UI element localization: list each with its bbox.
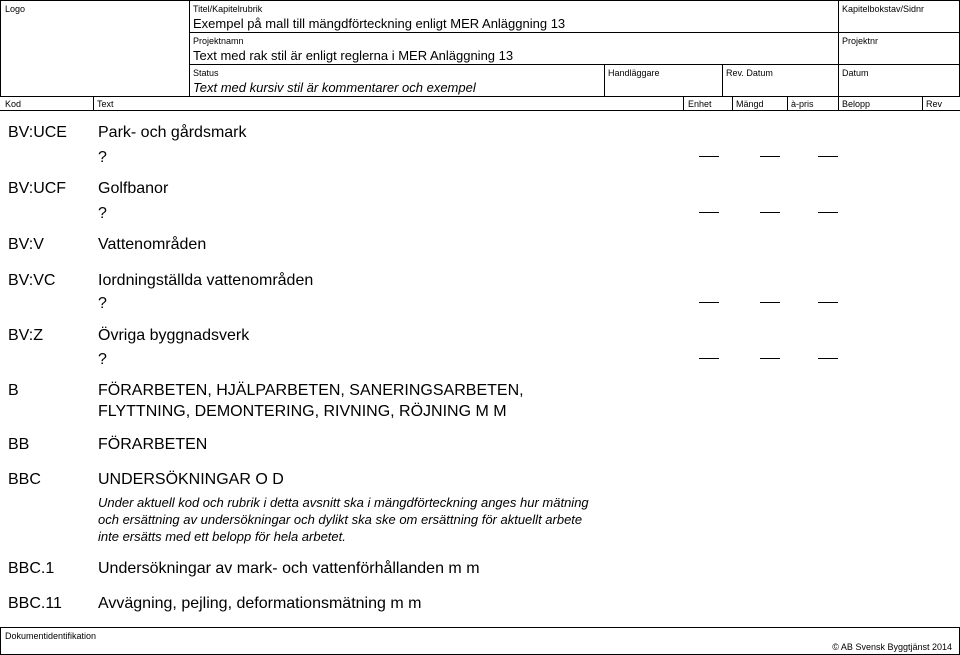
enhet-blank [699,212,719,213]
row-title: UNDERSÖKNINGAR O D [98,471,284,488]
document-identification-label: Dokumentidentifikation [5,631,97,641]
quantity-placeholder: ? [98,295,107,312]
row-code: BV:VC [8,272,56,289]
handler-label: Handläggare [608,68,660,78]
apris-blank [818,156,838,157]
rev-date-label: Rev. Datum [726,68,773,78]
col-header-text: Text [97,99,114,109]
column-header-bottom [0,110,960,111]
mangd-blank [760,212,780,213]
logo-placeholder: Logo [5,4,26,14]
row-code: BV:UCF [8,180,67,197]
header-border-top [0,0,960,1]
col-header-mangd: Mängd [736,99,764,109]
row-code: BV:Z [8,327,43,344]
date-label: Datum [842,68,869,78]
row-title: Avvägning, pejling, deformationsmätning m m [98,595,422,612]
apris-blank [818,302,838,303]
status-text: Text med kursiv stil är kommentarer och exempel [193,80,476,95]
col-divider-enhet [683,97,684,111]
row-code: BBC.1 [8,560,55,577]
comment-line-3: inte ersätts med ett belopp för hela arbetet. [98,529,346,544]
row-code: B [8,382,19,399]
enhet-blank [699,302,719,303]
mangd-blank [760,358,780,359]
logo-divider [189,0,190,97]
enhet-blank [699,358,719,359]
comment-line-2: och ersättning av undersökningar och dylikt ska ske om ersättning för aktuellt arbete [98,512,583,527]
header-border-left [0,0,1,97]
chapter-label: Kapitelbokstav/Sidnr [842,4,925,14]
row-title: Park- och gårdsmark [98,124,247,141]
row-code: BB [8,436,30,453]
quantity-placeholder: ? [98,205,107,222]
mangd-blank [760,302,780,303]
row-code: BBC.11 [8,595,62,612]
col-header-enhet: Enhet [688,99,712,109]
col-divider-mangd [732,97,733,111]
comment-line-1: Under aktuell kod och rubrik i detta avsnitt ska i mängdförteckning anges hur mätning [98,495,589,510]
row-title: Övriga byggnadsverk [98,327,250,344]
mangd-blank [760,156,780,157]
quantity-placeholder: ? [98,149,107,166]
row-title: Vattenområden [98,236,207,253]
quantity-placeholder: ? [98,351,107,368]
header-row-divider-1 [189,32,960,33]
apris-blank [818,212,838,213]
project-name: Text med rak stil är enligt reglerna i MER Anläggning 13 [193,48,514,63]
handler-divider [604,64,605,97]
project-name-label: Projektnamn [193,36,244,46]
row-code: BBC [8,471,41,488]
header-row-divider-2 [189,64,960,65]
col-divider-belopp [838,97,839,111]
col-header-kod: Kod [5,99,22,109]
enhet-blank [699,156,719,157]
col-divider-apris [787,97,788,111]
col-divider-rev [922,97,923,111]
status-label: Status [193,68,219,78]
project-nr-label: Projektnr [842,36,879,46]
revdate-divider [722,64,723,97]
col-header-belopp: Belopp [842,99,871,109]
footer-border-top [0,627,960,628]
document-title: Exempel på mall till mängdförteckning enligt MER Anläggning 13 [193,16,566,31]
apris-blank [818,358,838,359]
row-title: Golfbanor [98,180,169,197]
footer-border-left [0,627,1,655]
title-label: Titel/Kapitelrubrik [193,4,263,14]
row-title: Iordningställda vattenområden [98,272,314,289]
row-code: BV:V [8,236,44,253]
row-title-line-2: FLYTTNING, DEMONTERING, RIVNING, RÖJNING M M [98,403,507,420]
right-column-divider [838,0,839,97]
copyright-notice: © AB Svensk Byggtjänst 2014 [832,642,952,652]
row-title-line-1: FÖRARBETEN, HJÄLPARBETEN, SANERINGSARBETEN, [98,382,524,399]
row-title: Undersökningar av mark- och vattenförhållanden m m [98,560,480,577]
col-header-apris: à-pris [791,99,814,109]
col-divider-text [93,97,94,111]
row-title: FÖRARBETEN [98,436,208,453]
row-code: BV:UCE [8,124,67,141]
header-border-bottom [0,96,960,97]
col-header-rev: Rev [926,99,943,109]
